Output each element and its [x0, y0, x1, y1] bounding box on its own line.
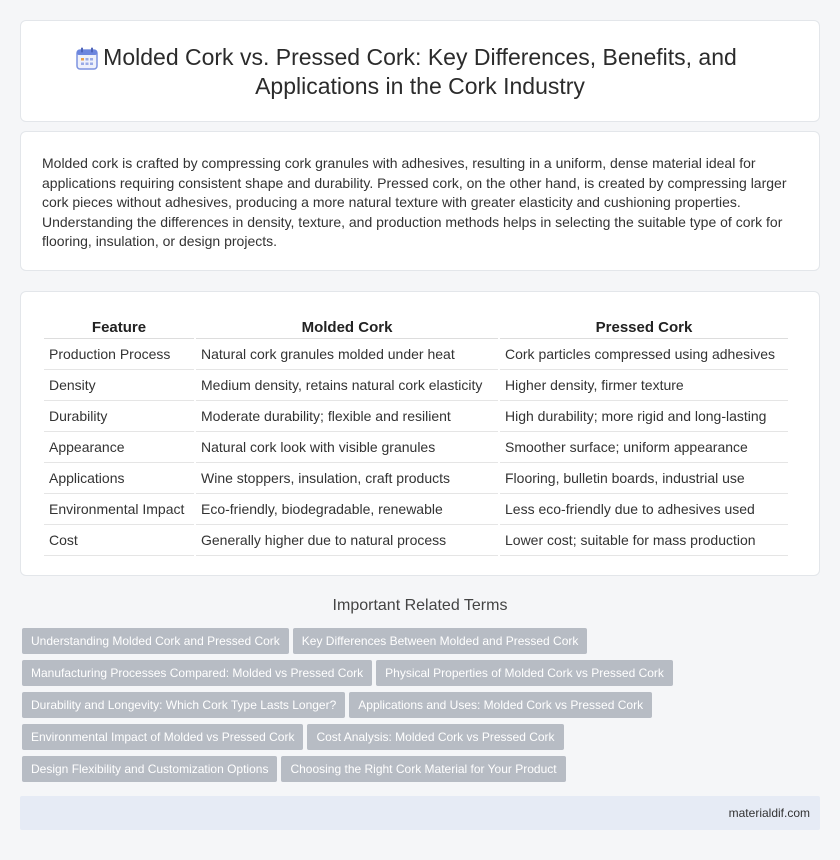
table-row [44, 339, 788, 370]
related-terms-row [22, 628, 812, 660]
related-terms-heading: Important Related Terms [332, 597, 508, 614]
table-row [44, 494, 788, 525]
column-header-feature: Feature [44, 316, 194, 339]
page-title: Molded Cork vs. Pressed Cork: Key Differences, Benefits, and Applications in the Cork Industry [103, 44, 737, 99]
table-header-row [44, 316, 788, 339]
table-cell: Natural cork granules molded under heat [196, 339, 498, 370]
column-header-molded: Molded Cork [196, 316, 498, 339]
related-terms-row [22, 692, 812, 724]
footer-bar [20, 796, 820, 830]
intro-card [20, 131, 820, 271]
related-terms-row [22, 756, 812, 788]
table-cell: Durability [44, 401, 194, 432]
table-cell: Cost [44, 525, 194, 556]
table-cell: Lower cost; suitable for mass production [500, 525, 788, 556]
table-cell: Generally higher due to natural process [196, 525, 498, 556]
related-term-link[interactable]: Design Flexibility and Customization Options [22, 756, 277, 782]
related-term-link[interactable]: Choosing the Right Cork Material for Your Product [281, 756, 565, 782]
related-terms-list [22, 628, 812, 788]
related-term-link[interactable]: Manufacturing Processes Compared: Molded vs Pressed Cork [22, 660, 372, 686]
table-row [44, 525, 788, 556]
related-term-link[interactable]: Applications and Uses: Molded Cork vs Pressed Cork [349, 692, 652, 718]
table-cell: Appearance [44, 432, 194, 463]
related-terms-row [22, 660, 812, 692]
table-row [44, 463, 788, 494]
table-cell: Medium density, retains natural cork elasticity [196, 370, 498, 401]
table-row [44, 432, 788, 463]
table-cell: Production Process [44, 339, 194, 370]
table-row [44, 370, 788, 401]
table-cell: Wine stoppers, insulation, craft products [196, 463, 498, 494]
table-cell: Applications [44, 463, 194, 494]
comparison-table [42, 316, 790, 556]
title-card [20, 20, 820, 122]
table-cell: Flooring, bulletin boards, industrial use [500, 463, 788, 494]
table-cell: Moderate durability; flexible and resilient [196, 401, 498, 432]
related-term-link[interactable]: Understanding Molded Cork and Pressed Cork [22, 628, 289, 654]
related-term-link[interactable]: Key Differences Between Molded and Pressed Cork [293, 628, 588, 654]
table-row [44, 401, 788, 432]
intro-paragraph: Molded cork is crafted by compressing cork granules with adhesives, resulting in a uniform, dense material ideal for applications requiring consistent shape and durability. Pressed cork, on the other hand, is created by compressing larger cork pieces without adhesives, producing a more natural texture with greater elasticity and cushioning properties. Understanding the differences in density, texture, and production methods helps in selecting the suitable type of cork for flooring, insulation, or design projects. [42, 155, 787, 250]
table-cell: Density [44, 370, 194, 401]
table-cell: Eco-friendly, biodegradable, renewable [196, 494, 498, 525]
related-term-link[interactable]: Cost Analysis: Molded Cork vs Pressed Cork [307, 724, 563, 750]
comparison-card [20, 291, 820, 576]
table-cell: Cork particles compressed using adhesives [500, 339, 788, 370]
table-cell: Less eco-friendly due to adhesives used [500, 494, 788, 525]
column-header-pressed: Pressed Cork [500, 316, 788, 339]
related-term-link[interactable]: Physical Properties of Molded Cork vs Pressed Cork [376, 660, 673, 686]
table-cell: High durability; more rigid and long-lasting [500, 401, 788, 432]
table-cell: Smoother surface; uniform appearance [500, 432, 788, 463]
table-cell: Environmental Impact [44, 494, 194, 525]
related-term-link[interactable]: Durability and Longevity: Which Cork Type Lasts Longer? [22, 692, 345, 718]
footer-site-link[interactable]: materialdif.com [728, 806, 810, 820]
table-cell: Higher density, firmer texture [500, 370, 788, 401]
related-terms-row [22, 724, 812, 756]
table-cell: Natural cork look with visible granules [196, 432, 498, 463]
related-term-link[interactable]: Environmental Impact of Molded vs Pressed Cork [22, 724, 303, 750]
